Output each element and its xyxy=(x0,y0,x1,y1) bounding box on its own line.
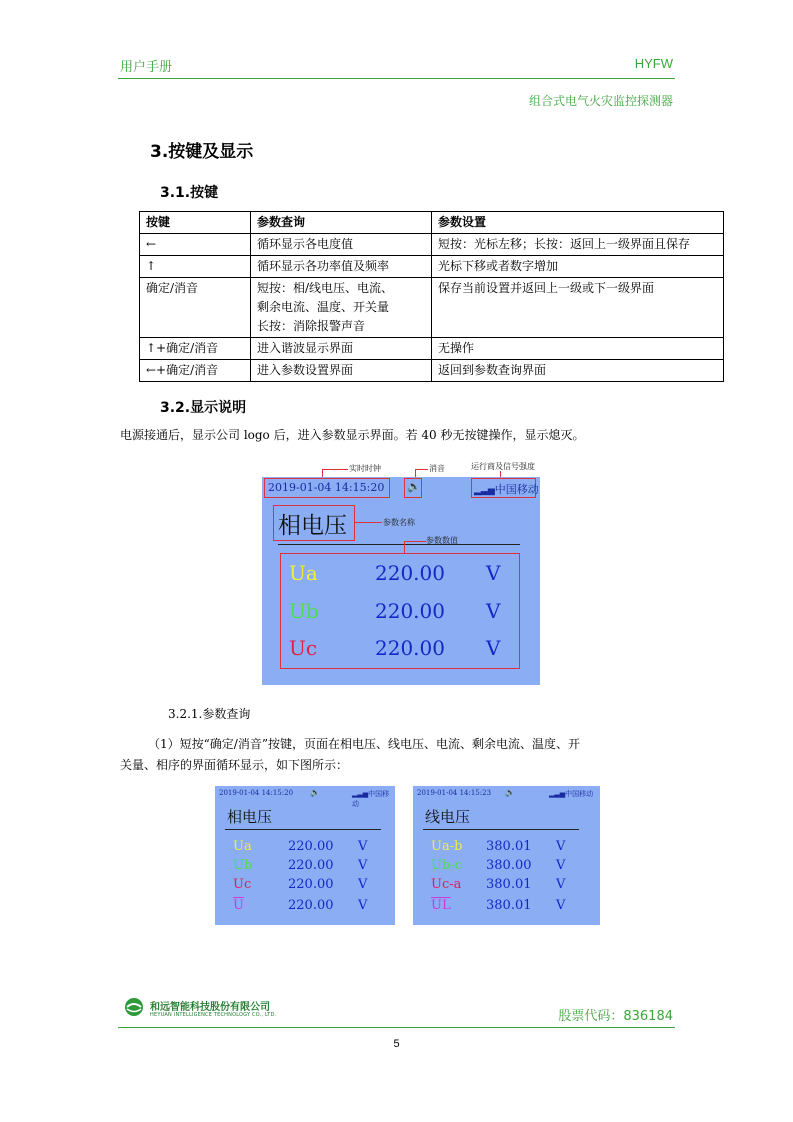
value-row-unit: V xyxy=(358,858,368,873)
mute-icon: 🔈 xyxy=(407,480,421,493)
annotation-param-value: 参数数值 xyxy=(426,536,458,545)
company-name-cn: 和远智能科技股份有限公司 xyxy=(150,1002,270,1013)
lcd-screen-phase-voltage xyxy=(215,786,395,925)
key-cell: ↑+确定/消音 xyxy=(140,338,251,360)
value-row-value: 220.00 xyxy=(375,599,445,623)
section-title: 3.按键及显示 xyxy=(150,142,254,162)
lcd-operator: 中国移动 xyxy=(352,790,390,808)
query-cell: 进入参数设置界面 xyxy=(251,360,432,382)
key-cell: 确定/消音 xyxy=(140,278,251,338)
lcd-divider xyxy=(225,829,381,830)
value-row-label: Uc xyxy=(233,877,252,892)
table-header-row xyxy=(140,212,724,234)
lcd-datetime: 2019-01-04 14:15:20 xyxy=(219,789,294,797)
key-cell: ← xyxy=(140,234,251,256)
header-divider xyxy=(118,78,675,79)
value-row-value: 380.00 xyxy=(486,858,532,873)
lcd-param-name: 线电压 xyxy=(425,808,471,826)
query-line: 剩余电流、温度、开关量 xyxy=(257,300,390,314)
header-right-title: HYFW xyxy=(634,56,673,71)
annotation-mute-leader xyxy=(415,469,428,470)
annotation-param-name-leader xyxy=(354,522,382,523)
table-row xyxy=(140,256,724,278)
value-row-unit: V xyxy=(556,898,566,913)
lcd-datetime: 2019-01-04 14:15:20 xyxy=(268,481,385,494)
query-text-line-1: （1）短按“确定/消音”按键，页面在相电压、线电压、电流、剩余电流、温度、开 xyxy=(148,737,580,751)
value-row-value: 220.00 xyxy=(288,839,334,854)
signal-strength-icon: ▂▃▅ xyxy=(474,486,495,496)
value-row-value: 220.00 xyxy=(375,561,445,585)
value-row-unit: V xyxy=(486,636,501,660)
value-row-value: 220.00 xyxy=(375,636,445,660)
signal-strength-icon: ▂▃▅ xyxy=(352,790,369,798)
lcd-operator: 中国移动 xyxy=(565,790,594,798)
lcd-screen-main xyxy=(262,477,540,685)
header-left-title: 用户手册 xyxy=(120,60,173,75)
key-cell: ↑ xyxy=(140,256,251,278)
lcd-screen-line-voltage xyxy=(413,786,600,925)
table-row xyxy=(140,338,724,360)
query-text-line-2: 关量、相序的界面循环显示，如下图所示： xyxy=(120,758,349,772)
page-number: 5 xyxy=(393,1038,400,1050)
signal-group xyxy=(474,481,539,497)
key-table xyxy=(139,211,724,382)
setting-cell: 返回到参数查询界面 xyxy=(432,360,724,382)
value-row-label: Ua xyxy=(289,561,318,585)
value-row-unit: V xyxy=(358,898,368,913)
value-row-value: 380.01 xyxy=(486,839,532,854)
subsection-keys-title: 3.1.按键 xyxy=(160,185,219,201)
value-row-label: Ub xyxy=(233,858,253,873)
setting-cell: 保存当前设置并返回上一级或下一级界面 xyxy=(432,278,724,338)
lcd-datetime: 2019-01-04 14:15:23 xyxy=(417,789,492,797)
value-row-value: 380.01 xyxy=(486,877,532,892)
annotation-param-name: 参数名称 xyxy=(383,518,415,527)
value-row-unit: V xyxy=(556,858,566,873)
value-row-unit: V xyxy=(556,839,566,854)
annotation-mute: 消音 xyxy=(429,464,445,473)
lcd-operator: 中国移动 xyxy=(494,483,539,496)
signal-strength-icon: ▂▃▅ xyxy=(549,790,566,798)
value-row-unit: V xyxy=(556,877,566,892)
lcd-param-name: 相电压 xyxy=(278,513,347,539)
footer-divider xyxy=(118,1027,675,1028)
table-header-cell: 参数查询 xyxy=(251,212,432,234)
value-row-label: Ub-c xyxy=(431,858,462,873)
mute-icon: 🔈 xyxy=(310,788,320,797)
table-row xyxy=(140,360,724,382)
company-logo-icon xyxy=(124,997,144,1017)
annotation-param-value-leader xyxy=(404,541,426,542)
subsubsection-query-title: 3.2.1.参数查询 xyxy=(168,707,251,721)
value-row-value: 220.00 xyxy=(288,877,334,892)
header-subtitle: 组合式电气火灾监控探测器 xyxy=(528,94,673,108)
key-cell: ←+确定/消音 xyxy=(140,360,251,382)
lcd-divider xyxy=(423,829,579,830)
mute-icon: 🔈 xyxy=(505,788,515,797)
setting-cell: 短按：光标左移；长按：返回上一级界面且保存 xyxy=(432,234,724,256)
query-cell xyxy=(251,278,432,338)
signal-group xyxy=(352,789,395,809)
value-row-value: 220.00 xyxy=(288,898,334,913)
display-intro-text: 电源接通后，显示公司 logo 后，进入参数显示界面。若 40 秒无按键操作，显示熄灭。 xyxy=(120,428,585,442)
setting-cell: 光标下移或者数字增加 xyxy=(432,256,724,278)
value-row-label: Uc-a xyxy=(431,877,462,892)
stock-code: 股票代码：836184 xyxy=(558,1009,673,1024)
value-row-label: Ua-b xyxy=(431,839,463,854)
lcd-param-name: 相电压 xyxy=(227,808,273,826)
lcd-divider xyxy=(278,544,520,545)
setting-cell: 无操作 xyxy=(432,338,724,360)
query-cell: 进入谐波显示界面 xyxy=(251,338,432,360)
value-row-label: Ub xyxy=(289,599,319,623)
value-row-unit: V xyxy=(486,599,501,623)
table-header-cell: 按键 xyxy=(140,212,251,234)
subsection-display-title: 3.2.显示说明 xyxy=(160,400,247,416)
value-row-unit: V xyxy=(358,877,368,892)
value-row-label: Ua xyxy=(233,839,252,854)
value-row-unit: V xyxy=(486,561,501,585)
company-name-en: HEYUAN INTELLIGENCE TECHNOLOGY CO., LTD. xyxy=(150,1012,277,1018)
value-row-label: $\overline{UL}$ xyxy=(431,898,451,913)
value-row-value: 380.01 xyxy=(486,898,532,913)
annotation-signal: 运行商及信号强度 xyxy=(471,462,535,471)
value-row-label: Uc xyxy=(289,636,318,660)
query-line: 短按：相/线电压、电流、 xyxy=(257,281,394,295)
annotation-clock-leader xyxy=(322,469,348,470)
table-header-cell: 参数设置 xyxy=(432,212,724,234)
annotation-param-value-leader xyxy=(404,541,405,553)
table-row xyxy=(140,234,724,256)
value-row-label: $\overline{U}$ xyxy=(233,898,244,913)
table-row xyxy=(140,278,724,338)
query-line: 长按：消除报警声音 xyxy=(257,319,366,333)
annotation-clock: 实时时钟 xyxy=(349,464,381,473)
value-row-value: 220.00 xyxy=(288,858,334,873)
query-cell: 循环显示各电度值 xyxy=(251,234,432,256)
value-row-unit: V xyxy=(358,839,368,854)
query-cell: 循环显示各功率值及频率 xyxy=(251,256,432,278)
signal-group xyxy=(549,789,593,799)
